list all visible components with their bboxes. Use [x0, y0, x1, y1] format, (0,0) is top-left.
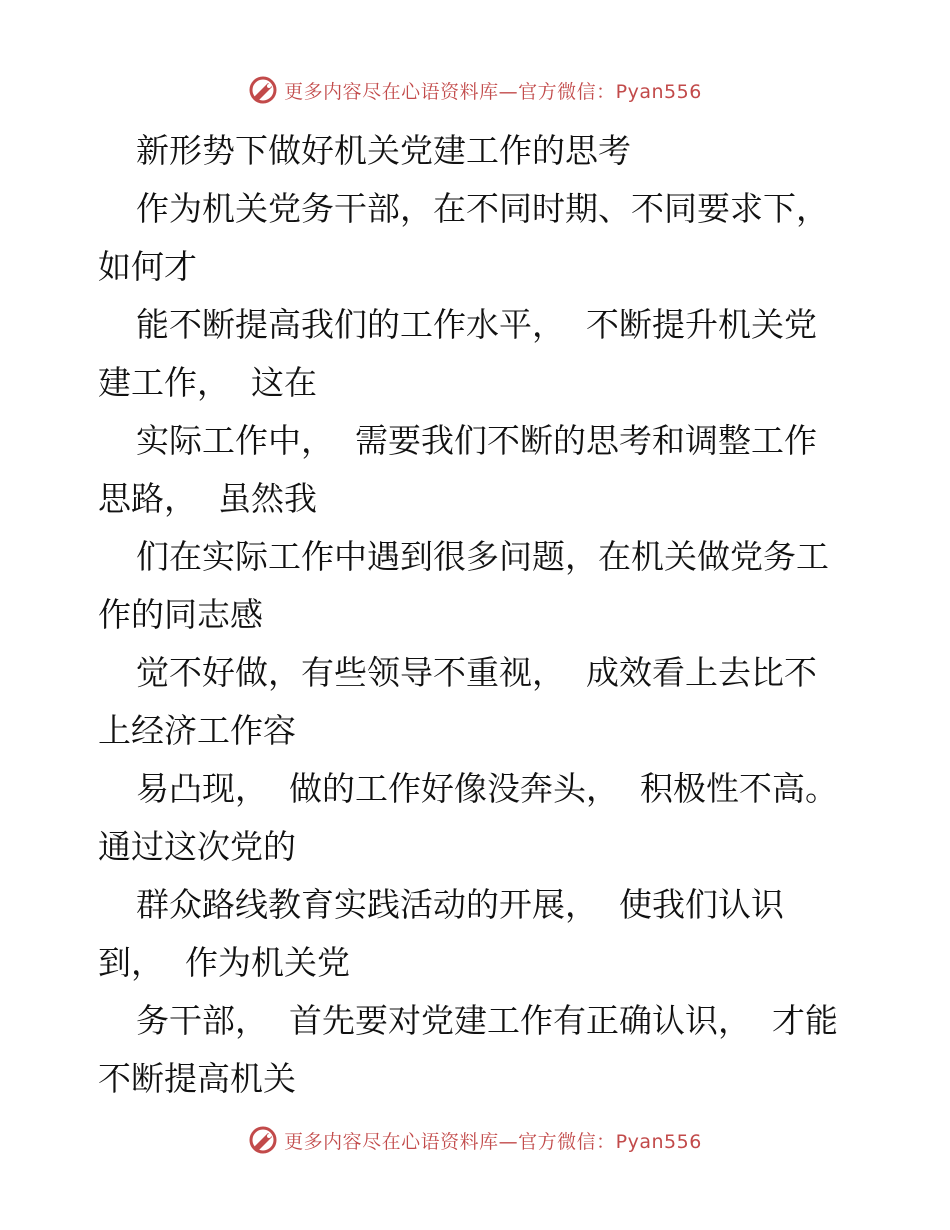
text-line: 作为机关党务干部，在不同时期、不同要求下，	[136, 189, 829, 228]
pen-logo-icon	[248, 75, 278, 105]
pen-logo-icon	[248, 1125, 278, 1155]
text-line: 实际工作中， 需要我们不断的思考和调整工作	[136, 421, 817, 460]
document-title: 新形势下做好机关党建工作的思考	[136, 131, 631, 170]
text-line: 不断提高机关	[98, 1059, 296, 1098]
header-banner	[0, 70, 950, 110]
text-line: 们在实际工作中遇到很多问题，在机关做党务工	[136, 537, 829, 576]
text-line: 建工作， 这在	[98, 363, 317, 402]
text-line: 通过这次党的	[98, 827, 296, 866]
document-body	[98, 122, 858, 1108]
footer-banner	[0, 1120, 950, 1160]
text-line: 能不断提高我们的工作水平， 不断提升机关党	[136, 305, 817, 344]
header-banner-text: 更多内容尽在心语资料库—官方微信：Pyan556	[284, 80, 702, 103]
text-line: 到， 作为机关党	[98, 943, 350, 982]
text-line: 群众路线教育实践活动的开展， 使我们认识	[136, 885, 784, 924]
text-line: 觉不好做，有些领导不重视， 成效看上去比不	[136, 653, 817, 692]
text-line: 易凸现， 做的工作好像没奔头， 积极性不高。	[136, 769, 838, 808]
text-line: 作的同志感	[98, 595, 263, 634]
footer-banner-content	[248, 1125, 702, 1155]
text-line: 上经济工作容	[98, 711, 296, 750]
header-banner-content	[248, 75, 702, 105]
text-line: 务干部， 首先要对党建工作有正确认识， 才能	[136, 1001, 838, 1040]
text-line: 如何才	[98, 247, 197, 286]
text-line: 思路， 虽然我	[98, 479, 317, 518]
footer-banner-text: 更多内容尽在心语资料库—官方微信：Pyan556	[284, 1130, 702, 1153]
